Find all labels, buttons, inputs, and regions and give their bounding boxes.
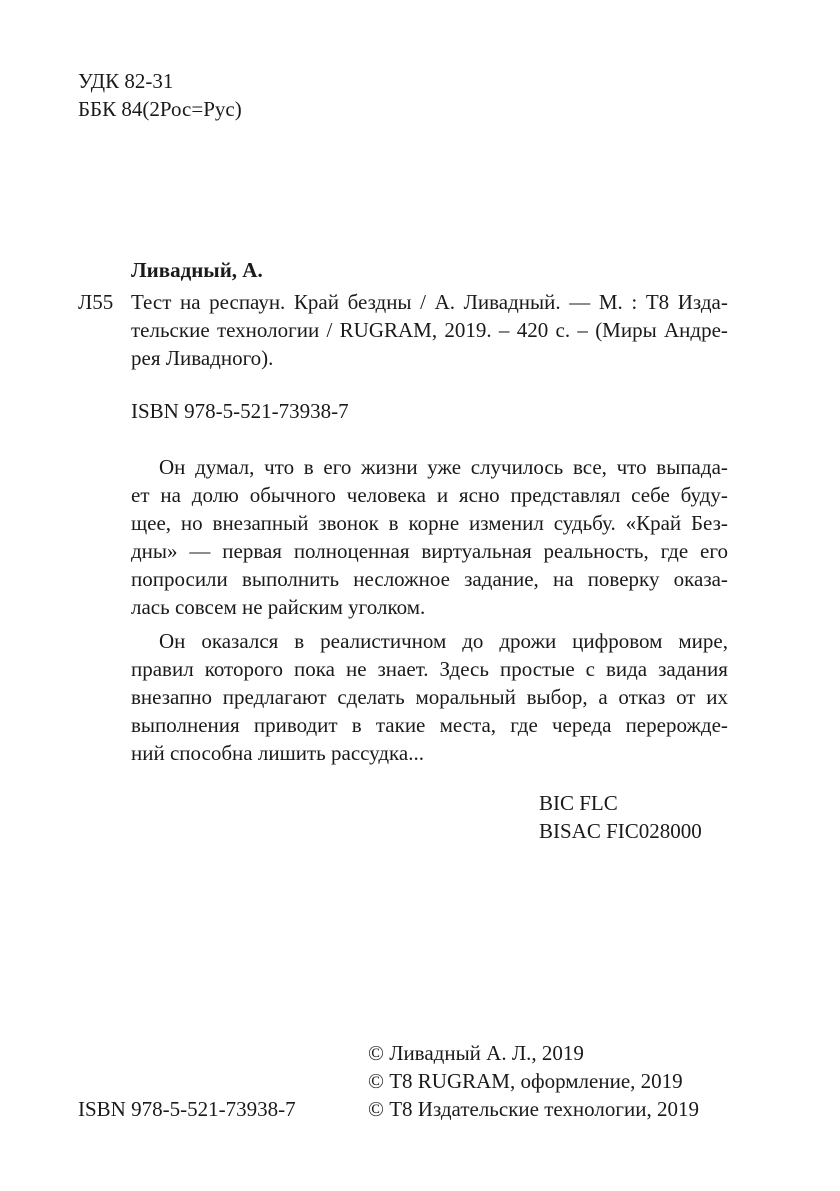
author-heading: Ливадный, А. [131,258,263,282]
annotation-line: ний способна лишить рассудка... [131,741,424,765]
word: RUGRAM, [339,318,438,342]
word: себе [631,483,670,507]
word: «Край [625,511,682,535]
annotation-line: лась совсем не райским уголком. [131,595,426,619]
word: полноценная [293,539,410,563]
word: что [616,455,647,479]
word: Он [159,455,186,479]
annotation-paragraph [131,453,728,621]
word: оказался [201,629,279,653]
word: выполнить [241,567,340,591]
word: уже [427,455,462,479]
word: Здесь [439,657,489,681]
word: представлял [510,483,621,507]
word: (Миры [595,318,657,342]
word: с. [555,318,571,342]
word: первая [222,539,282,563]
word: на [552,567,574,591]
word: а [598,685,608,709]
word: в [351,713,362,737]
word: правил [131,657,194,681]
word: / [420,290,426,314]
annotation-line [131,655,728,683]
word: попросили [131,567,228,591]
word: – [577,318,588,342]
isbn: ISBN 978-5-521-73938-7 [131,399,349,423]
word: Он [159,629,186,653]
word: изменил [469,511,544,535]
word: — [569,290,591,314]
word: на [179,290,201,314]
word: перерожде- [625,713,728,737]
word: судьбу. [553,511,616,535]
word: знает. [377,657,429,681]
word: Тест [131,290,172,314]
word: Изда- [677,290,728,314]
isbn-footer: ISBN 978-5-521-73938-7 [78,1097,296,1121]
word: приводит [253,713,338,737]
annotation-line [131,481,728,509]
word: его [323,455,352,479]
word: — [189,539,211,563]
word: буду- [680,483,728,507]
annotation-line [131,509,728,537]
word: А. [434,290,456,314]
annotation [131,453,728,773]
word: реальность, [543,539,649,563]
word: его [700,539,728,563]
word: звонок [318,511,379,535]
copyright-design: © Т8 RUGRAM, оформление, 2019 [368,1069,683,1093]
biblio-line: рея Ливадного). [131,346,274,370]
word: которого [204,657,284,681]
bbk-code: ББК 84(2Рос=Рус) [78,97,242,121]
word: такие [375,713,426,737]
word: виртуальная [421,539,532,563]
word: в [388,511,399,535]
word: выпада- [656,455,728,479]
author-mark: Л55 [78,290,114,314]
biblio-line [131,316,728,344]
word: задание, [464,567,539,591]
copyright-publisher: © Т8 Издательские технологии, 2019 [368,1097,699,1121]
word: реалистичном [320,629,447,653]
word: мире, [678,629,728,653]
word: моральный [415,685,516,709]
word: дрожи [499,629,557,653]
word: 2019. [444,318,492,342]
bic-code: BIC FLC [539,791,618,815]
word: где [660,539,689,563]
word: с [585,657,595,681]
word: цифровом [572,629,663,653]
annotation-line [131,683,728,711]
biblio-line [131,288,728,316]
word: Без- [691,511,728,535]
annotation-line [131,453,728,481]
word: предлагают [222,685,327,709]
word: до [462,629,484,653]
word: от [676,685,696,709]
udk-code: УДК 82-31 [78,69,174,93]
word: дны» [131,539,178,563]
word: в [294,629,305,653]
annotation-line [131,537,728,565]
word: простые [499,657,575,681]
word: – [498,318,510,342]
word: на [160,483,181,507]
bibliographic-description [131,288,728,372]
word: пока [294,657,335,681]
annotation-paragraph [131,627,728,767]
word: что [264,455,295,479]
word: случилось [470,455,564,479]
word: обычного [249,483,336,507]
word: где [510,713,538,737]
word: вида [605,657,648,681]
word: оказа- [673,567,728,591]
word: несложное [353,567,450,591]
word: ет [131,483,150,507]
word: жизни [361,455,418,479]
annotation-line [131,565,728,593]
word: : [631,290,638,314]
word: и [436,483,449,507]
word: долю [191,483,239,507]
word: М. [598,290,623,314]
word: / [326,318,333,342]
word: думал, [195,455,255,479]
word: тельские [131,318,210,342]
word: Ливадный. [463,290,561,314]
word: внезапный [212,511,309,535]
word: не [345,657,367,681]
word: места, [439,713,497,737]
word: череда [551,713,612,737]
word: выполнения [131,713,240,737]
word: в [303,455,314,479]
word: но [180,511,203,535]
word: Андре- [664,318,728,342]
word: респаун. [209,290,286,314]
word: технологии [216,318,320,342]
word: 420 [516,318,549,342]
word: внезапно [131,685,213,709]
word: ясно [458,483,500,507]
word: все, [572,455,607,479]
word: Т8 [645,290,670,314]
word: щее, [131,511,172,535]
copyright-author: © Ливадный А. Л., 2019 [368,1041,584,1065]
word: корне [408,511,460,535]
word: сделать [337,685,405,709]
word: задания [658,657,728,681]
word: Край [293,290,339,314]
word: их [706,685,728,709]
bisac-code: BISAC FIC028000 [539,819,702,843]
annotation-line [131,711,728,739]
annotation-line [131,627,728,655]
word: поверку [587,567,660,591]
word: отказ [618,685,666,709]
word: бездны [347,290,412,314]
word: человека [346,483,426,507]
word: выбор, [526,685,588,709]
